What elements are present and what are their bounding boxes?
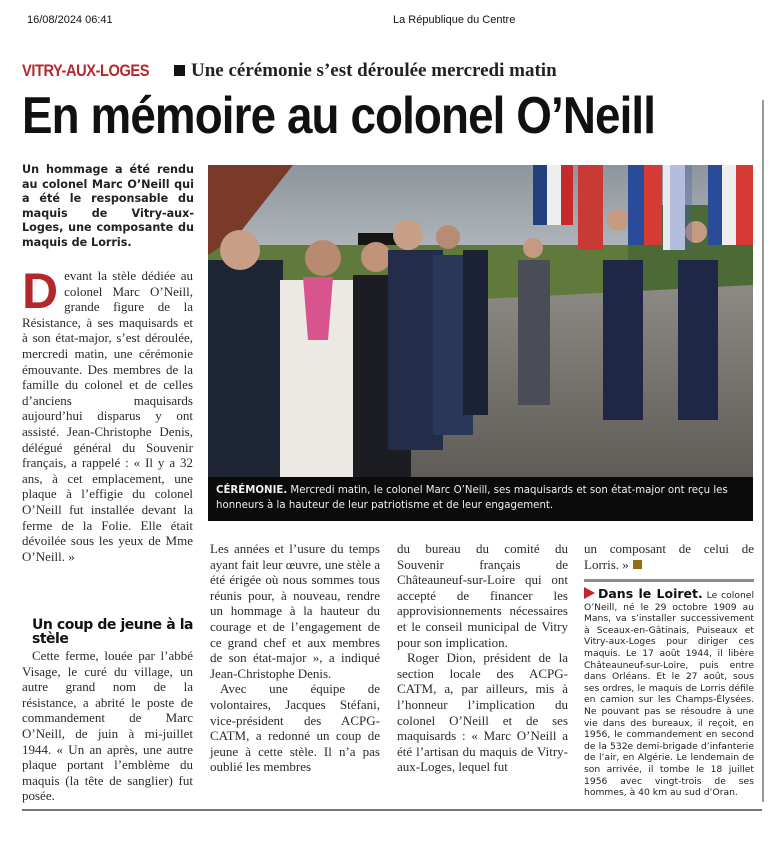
- paragraph-3: Les années et l’usure du temps ayant fait leur œuvre, une stèle a été érigée où nous sommes tous réunis pour, à nouveau, rendre un hommage à la hauteur du courage et de l’engagement de ce grand chef et aux membres de son état-major », a indiqué Jean-Christophe Denis.: [210, 541, 380, 681]
- ceremony-photo-illustration: [208, 165, 753, 477]
- photo-caption: [208, 477, 753, 521]
- article-column-2: [210, 541, 380, 775]
- kicker-place: VITRY-AUX-LOGES: [22, 61, 150, 80]
- article-column-1: [22, 263, 193, 564]
- subheading: Un coup de jeune à la stèle: [32, 617, 193, 647]
- kicker-subtitle: Une cérémonie s’est déroulée mercredi matin: [191, 60, 557, 81]
- headline: En mémoire au colonel O’Neill: [22, 87, 656, 145]
- caption-text: Mercredi matin, le colonel Marc O’Neill, ses maquisards et son état-major ont reçu les honneurs à la hauteur de leur patriotisme et de leur engagement.: [216, 485, 728, 511]
- paragraph-5: du bureau du comité du Souvenir français de Châteauneuf-sur-Loire qui ont accepté de financer les approvisionnements nécessaires et le conseil municipal de Vitry pour son implication.: [397, 541, 568, 650]
- paragraph-6: Roger Dion, président de la section locale des ACPG-CATM, a, par ailleurs, mis à l’honneur l’implication du colonel O’Neill et de ses maquisards : « Marc O’Neill a été l’artisan du maquis de Vitry-aux-Loges, lequel fut: [397, 650, 568, 775]
- infobox-lead: Dans le Loiret.: [598, 586, 703, 601]
- caption-lead: CÉRÉMONIE.: [216, 485, 288, 496]
- print-header: [0, 14, 776, 30]
- ceremony-photo: [208, 165, 753, 477]
- infobox-rule: [584, 579, 754, 582]
- drop-cap: D: [22, 263, 59, 319]
- print-date: 16/08/2024 06:41: [27, 14, 113, 26]
- kicker: [22, 60, 557, 82]
- infobox-text: Le colonel O’Neill, né le 29 octobre 1909 au Mans, va s’installer successivement à Sceaux-en-Gâtinais, Puiseaux et Vitry-aux-Loges pour diriger ces maquis. Le 17 août 1944, il libère Châteauneuf-sur-Loire, puis entre dans Orléans. Et le 27 août, sous ses ordres, le maquis de Lorris défile en camion sur les Champs-Élysées. Ne pouvant pas se résoudre à une vie dans des bureaux, il reçoit, en 1956, le commandement en second de la 532e demi-brigade d’infanterie de l’air, en Algérie. Le lendemain de son arrivée, il tombe le 18 juillet 1956 avec vingt-trois de ses hommes, à 40 km au sud d’Oran.: [584, 590, 754, 799]
- end-mark-icon: [633, 560, 642, 569]
- separator-square-icon: [174, 65, 185, 76]
- paragraph-7: un composant de celui de Lorris. »: [584, 541, 754, 572]
- page-border: [762, 100, 764, 802]
- arrow-icon: [584, 587, 595, 599]
- bottom-rule: [22, 809, 762, 811]
- paragraph-4: Avec une équipe de volontaires, Jacques Stéfani, vice-président des ACPG-CATM, a redonné un coup de jeune à cette stèle. Il n’a pas oublié les membres: [210, 681, 380, 775]
- article-column-3: [397, 541, 568, 775]
- publication-name: La République du Centre: [393, 14, 516, 26]
- article-column-1-continued: [22, 618, 193, 804]
- infobox: [584, 587, 754, 799]
- standfirst: Un hommage a été rendu au colonel Marc O’Neill qui a été le responsable du maquis de Vitry-aux-Loges, une composante du maquis de Lorris.: [22, 163, 194, 249]
- paragraph-2: Cette ferme, louée par l’abbé Visage, le curé du village, un autre grand nom de la résistance, a abrité le poste de commandement de Marc O’Neill, de juin à mi-juillet 1944. « Un an après, une autre plaque portant l’emblème du maquis (la tête de sanglier) fut posée.: [22, 648, 193, 804]
- article-column-4: [584, 541, 754, 572]
- paragraph-1: evant la stèle dédiée au colonel Marc O’Neill, grande figure de la Résistance, à ses maquisards et à son état-major, s’est déroulée, mercredi matin, une cérémonie émouvante. Des membres de la famille du colonel et de celles d’anciens maquisards aujourd’hui disparus y ont assisté. Jean-Christophe Denis, délégué général du Souvenir français, a rappelé : « Il y a 32 ans, à cet emplacement, une plaque à l’effigie du colonel O’Neill fut installée devant la ferme de la Folie. Elle était dévoilée sous les yeux de Mme O’Neill. »: [22, 268, 193, 564]
